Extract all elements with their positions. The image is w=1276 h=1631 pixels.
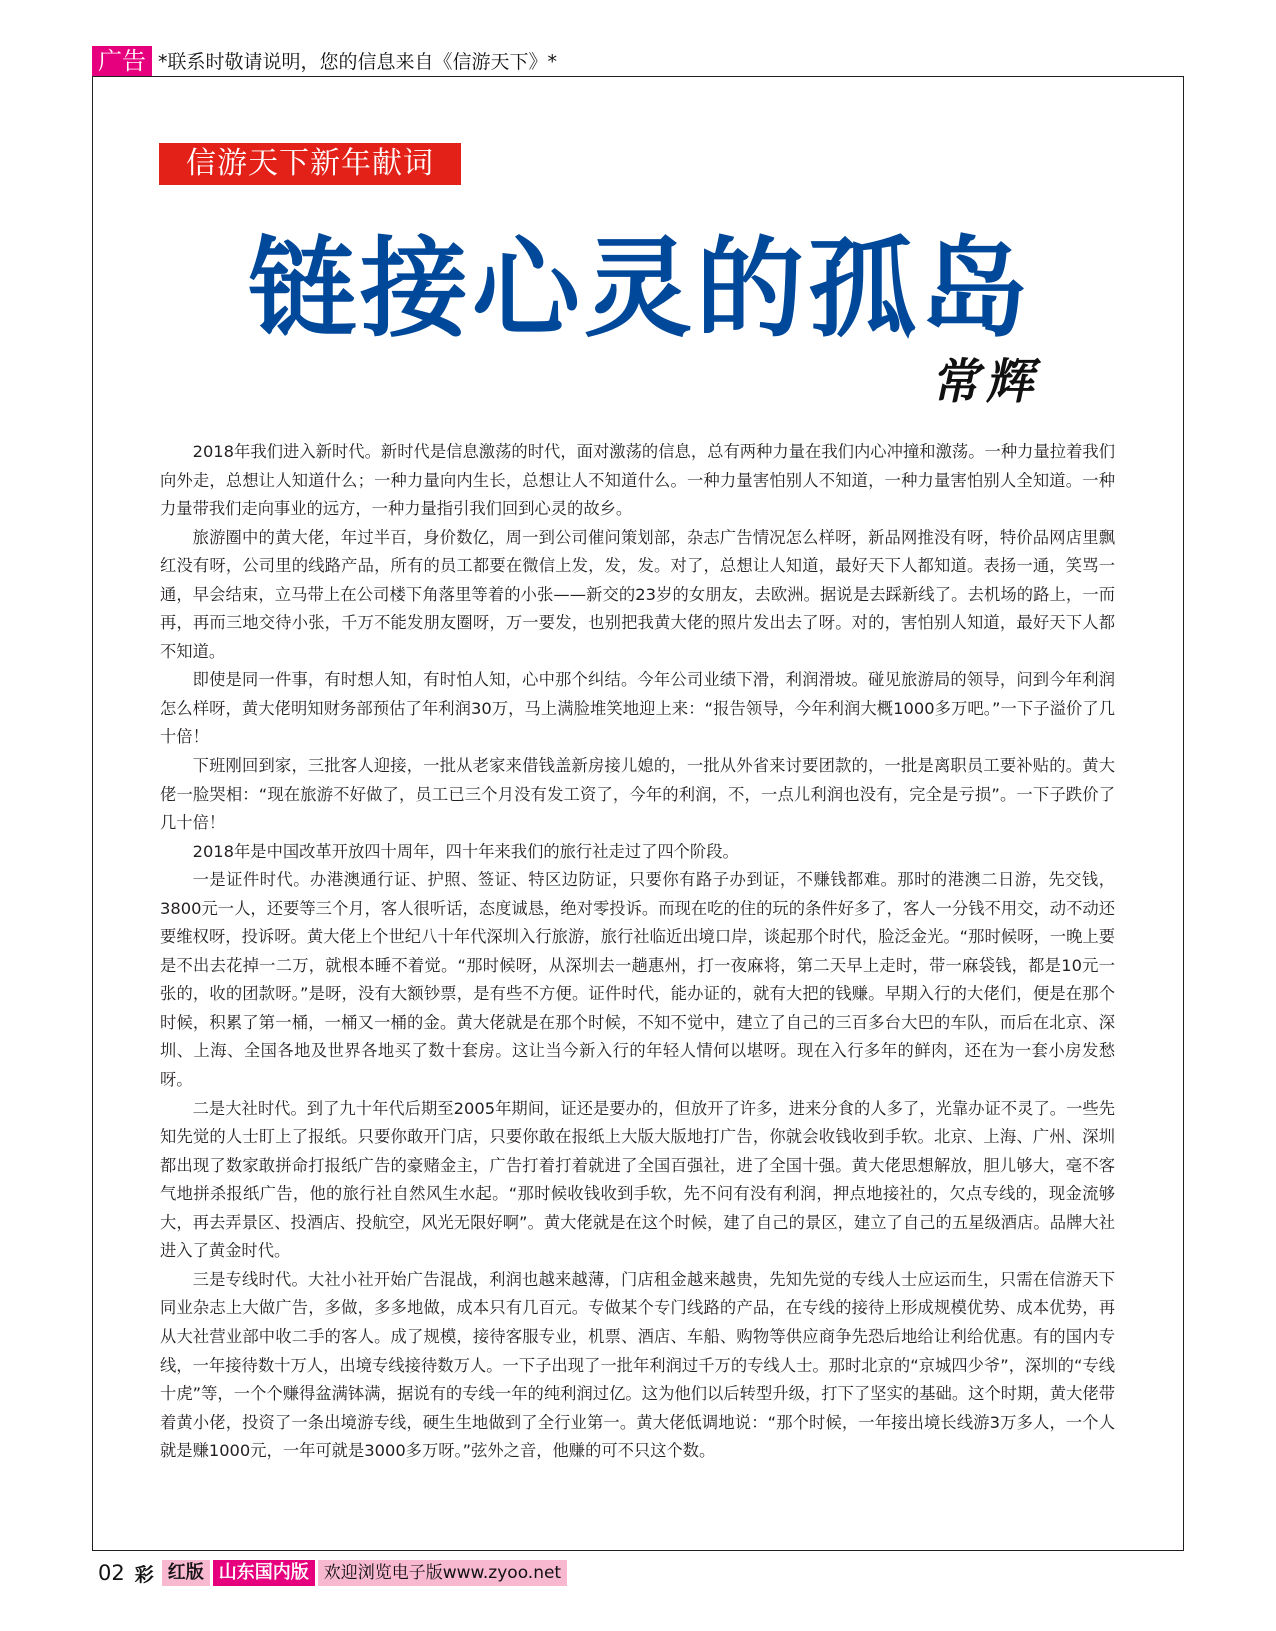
headline: 链接心灵的孤岛 (247, 227, 1032, 352)
contact-note: *联系时敬请说明，您的信息来自《信游天下》* (158, 51, 558, 73)
paragraph: 旅游圈中的黄大佬，年过半百，身价数亿，周一到公司催问策划部，杂志广告情况怎么样呀，新品网推没有呀，特价品网店里飘红没有呀，公司里的线路产品，所有的员工都要在微信上发，发，发。对了，总想让人知道，最好天下人都知道。表扬一通，笑骂一通，早会结束，立马带上在公司楼下角落里等着的小张——新交的23岁的女朋友，去欧洲。据说是去踩新线了。去机场的路上，一而再，再而三地交待小张，千万不能发朋友圈呀，万一要发，也别把我黄大佬的照片发出去了呀。对的，害怕别人知道，最好天下人都不知道。 (160, 527, 1115, 661)
region-label: 山东国内版 (213, 1560, 315, 1586)
paragraph: 一是证件时代。办港澳通行证、护照、签证、特区边防证，只要你有路子办到证，不赚钱都难。那时的港澳二日游，先交钱，3800元一人，还要等三个月，客人很听话，态度诚恳，绝对零投诉。而现在吃的住的玩的条件好多了，客人一分钱不用交，动不动还要维权呀，投诉呀。黄大佬上个世纪八十年代深圳入行旅游，旅行社临近出境口岸，谈起那个时代，脸泛金光。“那时候呀，一晚上要是不出去花掉一二万，就根本睡不着觉。“那时候呀，从深圳去一趟惠州，打一夜麻将，第二天早上走时，带一麻袋钱，都是10元一张的，收的团款呀。”是呀，没有大额钞票，是有些不方便。证件时代，能办证的，就有大把的钱赚。早期入行的大佬们，便是在那个时候，积累了第一桶，一桶又一桶的金。黄大佬就是在那个时候，不知不觉中，建立了自己的三百多台大巴的车队，而后在北京、深圳、上海、全国各地及世界各地买了数十套房。这让当今新入行的年轻人情何以堪呀。现在入行多年的鲜肉，还在为一套小房发愁呀。 (160, 870, 1115, 1090)
paragraph: 2018年是中国改革开放四十周年，四十年来我们的旅行社走过了四个阶段。 (192, 841, 739, 861)
edition-label: 红版 (162, 1560, 210, 1586)
paragraph: 二是大社时代。到了九十年代后期至2005年期间，证还是要办的，但放开了许多，进来分食的人多了，光靠办证不灵了。一些先知先觉的人士盯上了报纸。只要你敢开门店，只要你敢在报纸上大版大版地打广告，你就会收钱收到手软。北京、上海、广州、深圳都出现了数家敢拼命打报纸广告的豪赌金主，广告打着打着就进了全国百强社，进了全国十强。黄大佬思想解放，胆儿够大，毫不客气地拼杀报纸广告，他的旅行社自然风生水起。“那时候收钱收到手软，先不问有没有利润，押点地接社的，欠点专线的，现金流够大，再去弄景区、投酒店、投航空，风光无限好啊”。黄大佬就是在这个时候，建了自己的景区，建立了自己的五星级酒店。品牌大社进入了黄金时代。 (160, 1098, 1115, 1261)
article-body (160, 438, 1115, 1466)
author-signature: 常辉 (929, 354, 1049, 410)
paragraph: 即使是同一件事，有时想人知，有时怕人知，心中那个纠结。今年公司业绩下滑，利润滑坡。碰见旅游局的领导，问到今年利润怎么样呀，黄大佬明知财务部预估了年利润30万，马上满脸堆笑地迎上来：“报告领导，今年利润大概1000多万吧。”一下子溢价了几十倍！ (160, 670, 1115, 747)
paragraph: 三是专线时代。大社小社开始广告混战，利润也越来越薄，门店租金越来越贵，先知先觉的专线人士应运而生，只需在信游天下同业杂志上大做广告，多做，多多地做，成本只有几百元。专做某个专门线路的产品，在专线的接待上形成规模优势、成本优势，再从大社营业部中收二手的客人。成了规模，接待客服专业，机票、酒店、车船、购物等供应商争先恐后地给让利给优惠。有的国内专线，一年接待数十万人，出境专线接待数万人。一下子出现了一批年利润过千万的专线人士。那时北京的“京城四少爷”，深圳的“专线十虎”等，一个个赚得盆满钵满，据说有的专线一年的纯利润过亿。这为他们以后转型升级，打下了坚实的基础。这个时期，黄大佬带着黄小佬，投资了一条出境游专线，硬生生地做到了全行业第一。黄大佬低调地说：“那个时候，一年接出境长线游3万多人，一个人就是赚1000元，一年可就是3000多万呀。”弦外之音，他赚的可不只这个数。 (160, 1269, 1115, 1461)
page-number: 02 (98, 1561, 125, 1585)
paragraph: 2018年我们进入新时代。新时代是信息激荡的时代，面对激荡的信息，总有两种力量在我们内心冲撞和激荡。一种力量拉着我们向外走，总想让人知道什么；一种力量向内生长，总想让人不知道什么。一种力量害怕别人不知道，一种力量害怕别人全知道。一种力量带我们走向事业的远方，一种力量指引我们回到心灵的故乡。 (160, 442, 1115, 519)
ad-tag: 广告 (92, 46, 152, 76)
page-footer (98, 1558, 567, 1588)
paragraph: 下班刚回到家，三批客人迎接，一批从老家来借钱盖新房接儿媳的，一批从外省来讨要团款的，一批是离职员工要补贴的。黄大佬一脸哭相：“现在旅游不好做了，员工已三个月没有发工资了，今年的利润，不，一点儿利润也没有，完全是亏损”。一下子跌价了几十倍！ (160, 756, 1115, 833)
section-label: 信游天下新年献词 (159, 143, 461, 185)
website-link[interactable]: 欢迎浏览电子版www.zyoo.net (318, 1560, 567, 1586)
color-mark: 彩 (134, 1563, 154, 1586)
